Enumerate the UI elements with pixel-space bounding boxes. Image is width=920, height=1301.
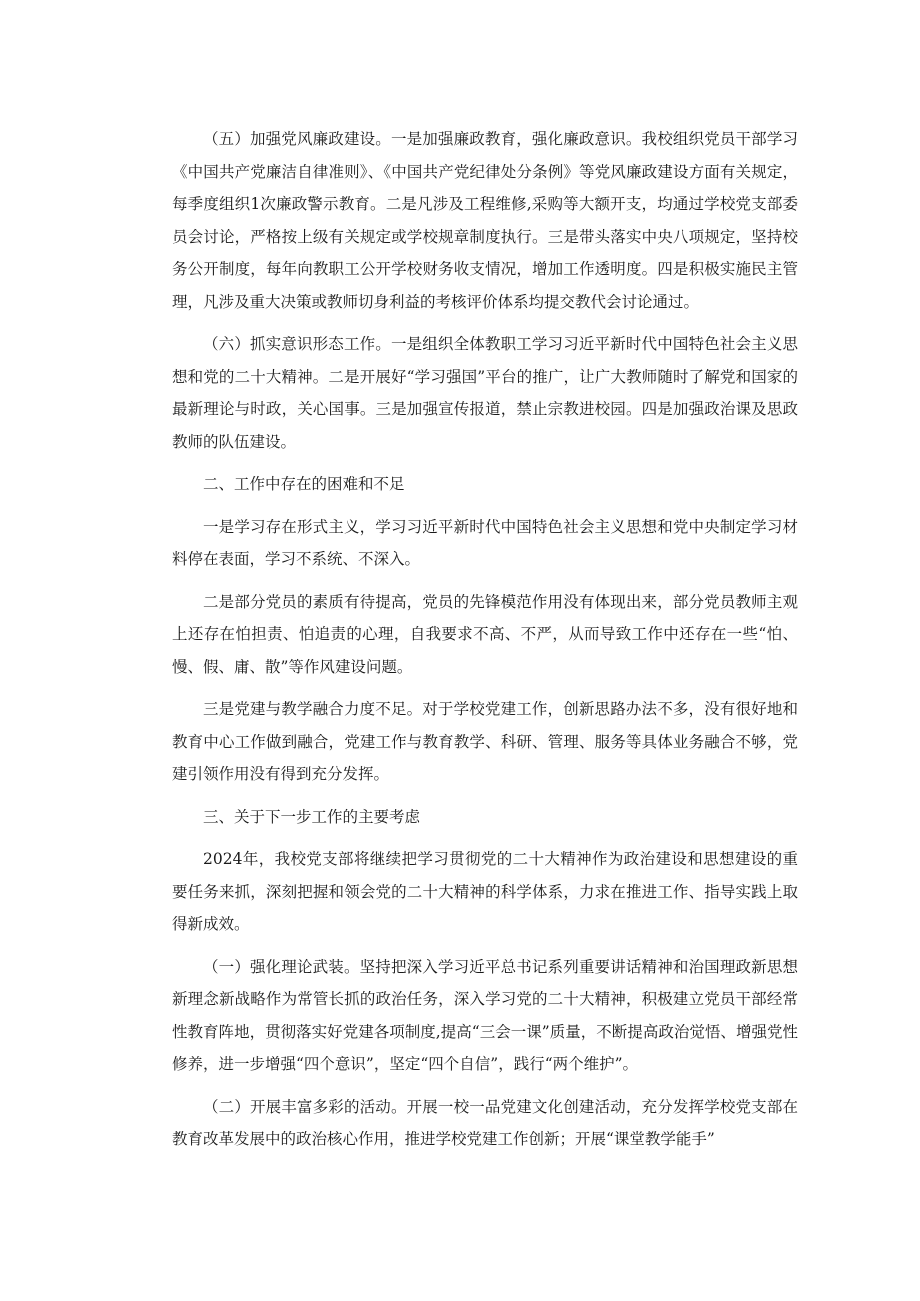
paragraph-difficulty-1: 一是学习存在形式主义，学习习近平新时代中国特色社会主义思想和党中央制定学习材料停在表面，学习不系统、不深入。 — [172, 517, 798, 568]
paragraph-2024-plan: 2024年，我校党支部将继续把学习贯彻党的二十大精神作为政治建设和思想建设的重要任务来抓，深刻把握和领会党的二十大精神的科学体系，力求在推进工作、指导实践上取得新成效。 — [172, 850, 798, 933]
section-heading-difficulties: 二、工作中存在的困难和不足 — [203, 475, 405, 493]
paragraph-theory-armament: （一）强化理论武装。坚持把深入学习近平总书记系列重要讲话精神和治国理政新思想新理念新战略作为常管长抓的政治任务，深入学习党的二十大精神，积极建立党员干部经常性教育阵地，贯彻落实好党建各项制度,提高“三会一课”质量，不断提高政治觉悟、增强党性修养，进一步增强“四个意识”，坚定“四个自信”，践行“两个维护”。 — [172, 957, 798, 1073]
paragraph-difficulty-3: 三是党建与教学融合力度不足。对于学校党建工作，创新思路办法不多，没有很好地和教育中心工作做到融合，党建工作与教育教学、科研、管理、服务等具体业务融合不够，党建引领作用没有得到充分发挥。 — [172, 700, 798, 783]
paragraph-difficulty-2: 二是部分党员的素质有待提高，党员的先锋模范作用没有体现出来，部分党员教师主观上还存在怕担责、怕追责的心理，自我要求不高、不严，从而导致工作中还存在一些“怕、慢、假、庸、散”等作风建设问题。 — [172, 592, 798, 676]
paragraph-ideology-work: （六）抓实意识形态工作。一是组织全体教职工学习习近平新时代中国特色社会主义思想和党的二十大精神。二是开展好“学习强国”平台的推广，让广大教师随时了解党和国家的最新理论与时政，关心国事。三是加强宣传报道，禁止宗教进校园。四是加强政治课及思政教师的队伍建设。 — [172, 335, 798, 451]
document-body — [172, 123, 798, 1166]
paragraph-activities: （二）开展丰富多彩的活动。开展一校一品党建文化创建活动，充分发挥学校党支部在教育改革发展中的政治核心作用，推进学校党建工作创新；开展“课堂教学能手” — [172, 1097, 798, 1148]
section-heading-next-steps: 三、关于下一步工作的主要考虑 — [203, 807, 421, 826]
paragraph-anti-corruption: （五）加强党风廉政建设。一是加强廉政教育，强化廉政意识。我校组织党员干部学习《中国共产党廉洁自律准则》、《中国共产党纪律处分条例》等党风廉政建设方面有关规定，每季度组织1次廉政警示教育。二是凡涉及工程维修,采购等大额开支，均通过学校党支部委员会讨论，严格按上级有关规定或学校规章制度执行。三是带头落实中央八项规定，坚持校务公开制度，每年向教职工公开学校财务收支情况，增加工作透明度。四是积极实施民主管理，凡涉及重大决策或教师切身利益的考核评价体系均提交教代会讨论通过。 — [172, 130, 798, 311]
